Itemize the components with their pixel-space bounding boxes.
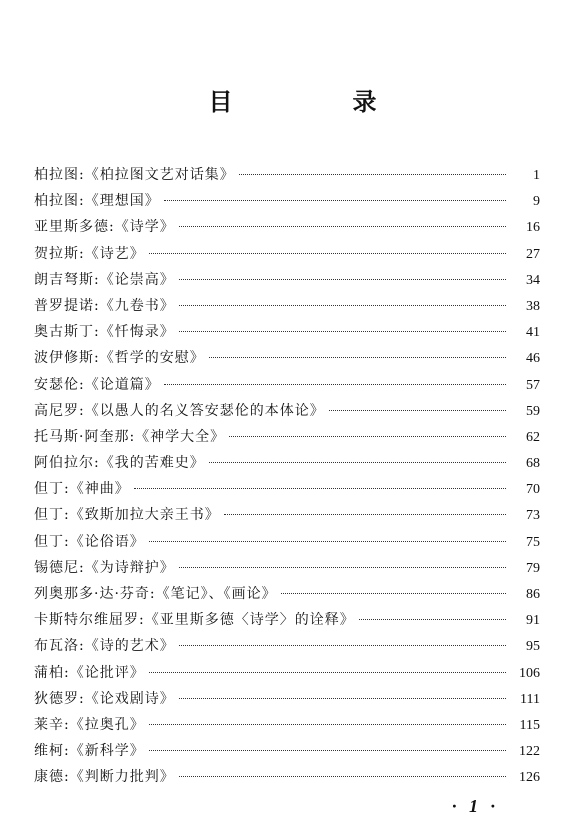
toc-entry-page: 59 xyxy=(526,403,540,419)
toc-entry[interactable] xyxy=(34,635,540,661)
toc-entry-title: 蒲柏:《论批评》 xyxy=(34,664,145,681)
toc-entry-title: 贺拉斯:《诗艺》 xyxy=(34,245,145,262)
dot-leader xyxy=(329,410,506,411)
toc-entry[interactable] xyxy=(34,557,540,583)
toc-entry-title: 高尼罗:《以愚人的名义答安瑟伦的本体论》 xyxy=(34,402,325,419)
toc-entry-title: 波伊修斯:《哲学的安慰》 xyxy=(34,350,205,367)
dot-leader xyxy=(134,488,506,489)
toc-entry[interactable] xyxy=(34,766,540,792)
toc-entry-title: 锡德尼:《为诗辩护》 xyxy=(34,559,175,576)
toc-entry-title: 柏拉图:《柏拉图文艺对话集》 xyxy=(34,167,235,183)
toc-entry[interactable] xyxy=(34,321,540,347)
toc-entry-page: 115 xyxy=(519,717,540,733)
toc-entry[interactable] xyxy=(34,531,540,557)
toc-entry-page: 9 xyxy=(533,194,540,210)
toc-entry[interactable] xyxy=(34,662,540,688)
dot-leader xyxy=(281,593,506,594)
toc-entry-title: 但丁:《神曲》 xyxy=(34,481,130,498)
toc-entry-page: 41 xyxy=(526,325,540,341)
toc-entry-page: 91 xyxy=(526,613,540,629)
toc-entry-page: 27 xyxy=(526,246,540,262)
dot-leader xyxy=(149,750,506,751)
toc-entry[interactable] xyxy=(34,714,540,740)
toc-entry[interactable] xyxy=(34,688,540,714)
dot-leader xyxy=(164,200,506,201)
toc-entry-page: 111 xyxy=(520,691,540,707)
toc-entry-page: 38 xyxy=(526,298,540,314)
toc-entry[interactable] xyxy=(34,609,540,635)
toc-entry-page: 73 xyxy=(526,508,540,524)
dot-leader xyxy=(239,174,506,175)
toc-entry-title: 康德:《判断力批判》 xyxy=(34,769,175,786)
toc-entry-page: 86 xyxy=(526,587,540,602)
toc-entry-title: 阿伯拉尔:《我的苦难史》 xyxy=(34,455,205,472)
toc-entry-title: 莱辛:《拉奥孔》 xyxy=(34,716,145,733)
toc-entry[interactable] xyxy=(34,243,540,269)
toc-entry[interactable] xyxy=(34,269,540,295)
page-number: · 1 · xyxy=(452,796,499,816)
toc-entry-page: 106 xyxy=(519,665,540,681)
toc-entry-page: 79 xyxy=(526,560,540,576)
toc-entry[interactable] xyxy=(34,216,540,242)
dot-leader xyxy=(149,541,506,542)
table-of-contents xyxy=(34,164,540,793)
toc-entry-title: 奥古斯丁:《忏悔录》 xyxy=(34,324,175,341)
toc-entry-title: 列奥那多·达·芬奇:《笔记》、《画论》 xyxy=(34,586,277,602)
toc-entry[interactable] xyxy=(34,190,540,216)
dot-leader xyxy=(179,567,506,568)
toc-entry[interactable] xyxy=(34,426,540,452)
toc-entry[interactable] xyxy=(34,740,540,766)
toc-entry-title: 亚里斯多德:《诗学》 xyxy=(34,219,175,236)
toc-entry[interactable] xyxy=(34,478,540,504)
toc-entry-title: 但丁:《致斯加拉大亲王书》 xyxy=(34,507,220,524)
dot-leader xyxy=(209,462,506,463)
toc-entry-page: 126 xyxy=(519,770,540,786)
dot-leader xyxy=(179,279,506,280)
toc-entry[interactable] xyxy=(34,400,540,426)
toc-entry-page: 122 xyxy=(519,744,540,760)
toc-entry-title: 布瓦洛:《诗的艺术》 xyxy=(34,638,175,655)
dot-leader xyxy=(179,698,506,699)
toc-entry-page: 34 xyxy=(526,272,540,288)
toc-entry-page: 16 xyxy=(526,220,540,236)
toc-entry[interactable] xyxy=(34,374,540,400)
toc-entry-page: 68 xyxy=(526,456,540,472)
dot-leader xyxy=(179,776,506,777)
dot-leader xyxy=(229,436,506,437)
toc-entry[interactable] xyxy=(34,347,540,373)
toc-entry-page: 62 xyxy=(526,429,540,445)
toc-entry-page: 57 xyxy=(526,377,540,393)
toc-entry-page: 95 xyxy=(526,639,540,655)
toc-entry-title: 狄德罗:《论戏剧诗》 xyxy=(34,690,175,707)
toc-entry[interactable] xyxy=(34,504,540,530)
toc-entry-title: 卡斯特尔维屈罗:《亚里斯多德〈诗学〉的诠释》 xyxy=(34,612,355,629)
dot-leader xyxy=(149,672,506,673)
dot-leader xyxy=(179,645,506,646)
toc-entry-page: 1 xyxy=(533,168,540,183)
toc-entry-page: 75 xyxy=(526,534,540,550)
toc-entry[interactable] xyxy=(34,164,540,190)
toc-entry[interactable] xyxy=(34,295,540,321)
dot-leader xyxy=(179,226,506,227)
toc-entry-title: 托马斯·阿奎那:《神学大全》 xyxy=(34,428,226,445)
toc-entry-title: 朗吉弩斯:《论崇高》 xyxy=(34,271,175,288)
dot-leader xyxy=(179,305,506,306)
toc-entry-page: 70 xyxy=(526,482,540,498)
dot-leader xyxy=(164,384,506,385)
toc-entry[interactable] xyxy=(34,452,540,478)
toc-entry[interactable] xyxy=(34,583,540,609)
toc-entry-title: 安瑟伦:《论道篇》 xyxy=(34,376,160,393)
toc-entry-title: 维柯:《新科学》 xyxy=(34,743,145,760)
toc-entry-title: 普罗提诺:《九卷书》 xyxy=(34,297,175,314)
dot-leader xyxy=(149,253,506,254)
dot-leader xyxy=(224,514,506,515)
toc-entry-title: 但丁:《论俗语》 xyxy=(34,533,145,550)
page-title: 目 录 xyxy=(208,88,425,116)
dot-leader xyxy=(149,724,506,725)
toc-entry-page: 46 xyxy=(526,351,540,367)
dot-leader xyxy=(209,357,506,358)
dot-leader xyxy=(359,619,506,620)
toc-entry-title: 柏拉图:《理想国》 xyxy=(34,193,160,210)
dot-leader xyxy=(179,331,506,332)
